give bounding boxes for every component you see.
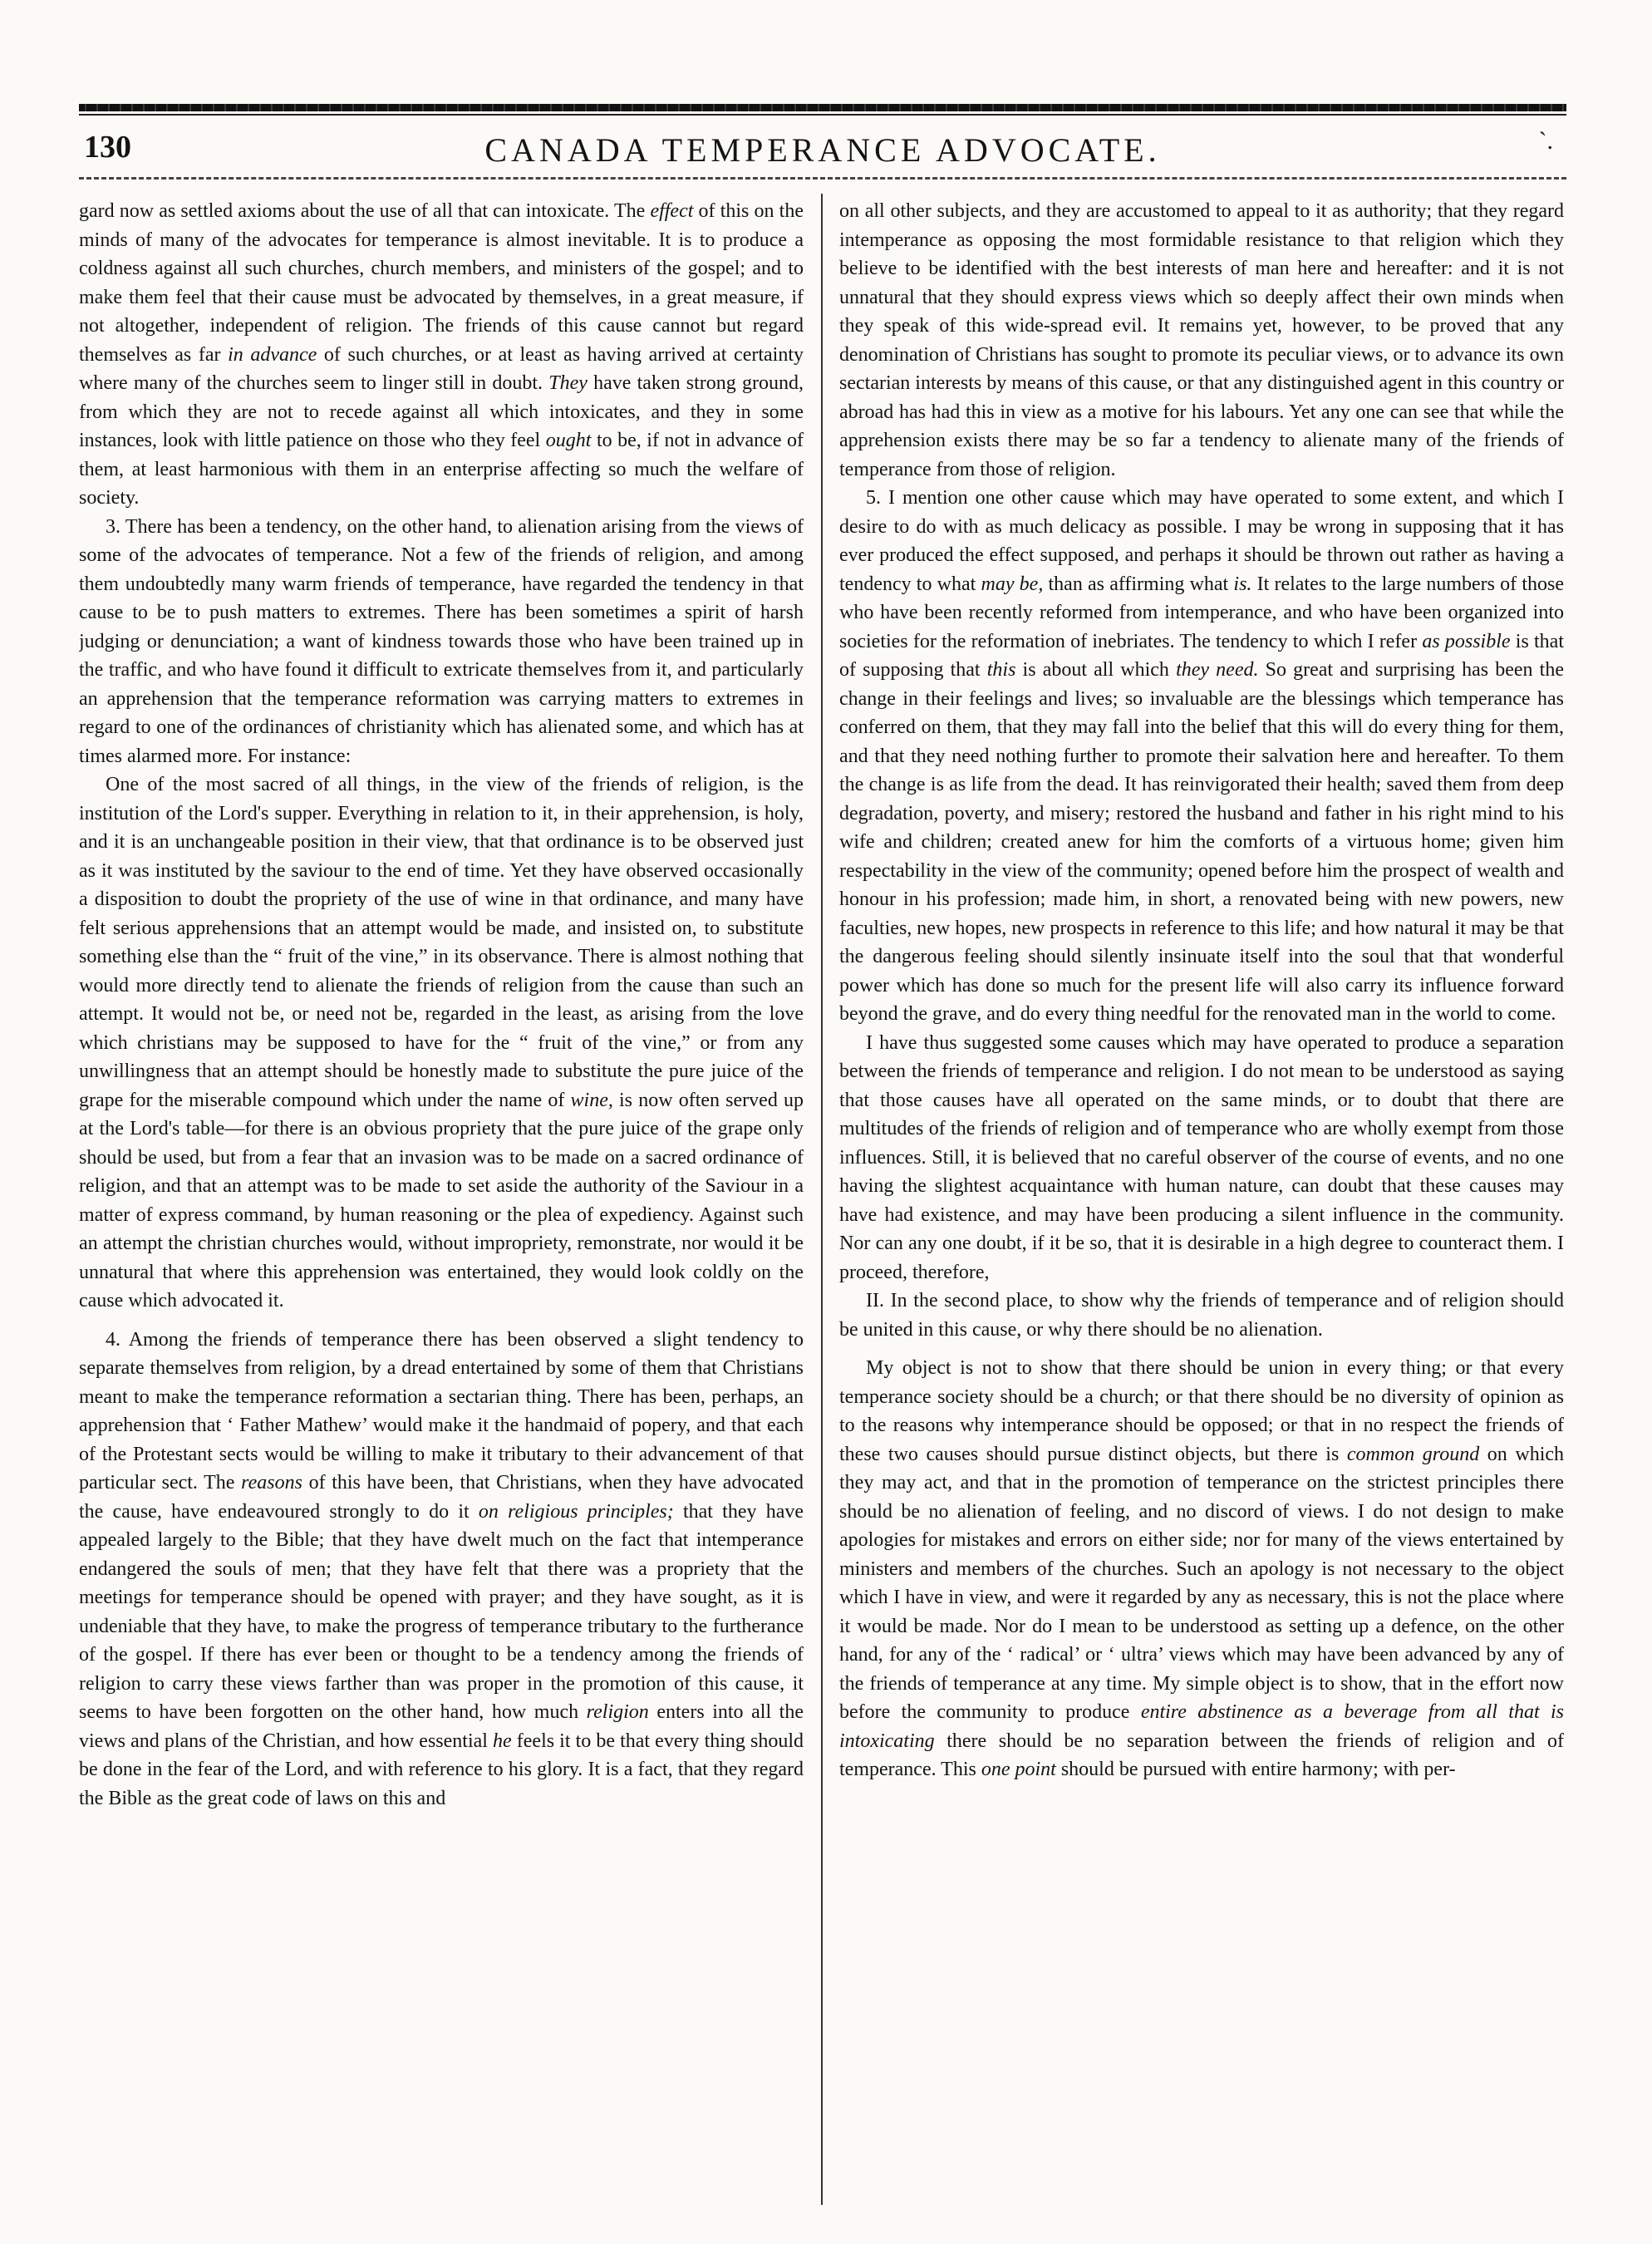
paragraph: 4. Among the friends of temperance there has been observed a slight tendency to separate themselves from religion, by a dread entertained by some of them that Christians meant to make the temperance reformation a sectarian thing. There has been, perhaps, an apprehension that ‘ Father Mathew’ would make it the handmaid of popery, and that each of the Protestant sects would be willing to make it tributary to their advancement of that particular sect. The reasons of this have been, that Christians, when they have advocated the cause, have endeavoured strongly to do it on religious principles; that they have appealed largely to the Bible; that they have dwelt much on the fact that intemperance endangered the souls of men; that they have felt that there was a propriety that the meetings for temperance should be opened with prayer; and they have sought, as it is undeniable that they have, to make the progress of temperance tributary to the furtherance of the gospel. If there has ever been or thought to be a tendency among the friends of religion to carry these views farther than was proper in the promotion of this cause, it seems to have been forgotten on the other hand, how much religion enters into all the views and plans of the Christian, and how essential he feels it to be that every thing should be done in the fear of the Lord, and with reference to his glory. It is a fact, that they regard the Bible as the great code of laws on this and bbox=[79, 1328, 804, 1809]
header-rule bbox=[79, 177, 1566, 180]
column-divider bbox=[821, 194, 823, 2205]
paragraph: 5. I mention one other cause which may have operated to some extent, and which I desire to do with as much delicacy as possible. I may be wrong in supposing that it has ever produced the effect supposed, and perhaps it should be thrown out rather as having a tendency to what may be, than as affirming what is. It relates to the large numbers of those who have been recently reformed from intemperance, and who have been organized into societies for the reformation of inebriates. The tendency to which I refer as possible is that of supposing that this is about all which they need. So great and surprising has been the change in their feelings and lives; so invaluable are the blessings which temperance has conferred on them, that they may fall into the belief that this will do every thing for them, and that they need nothing further to promote their salvation here and hereafter. To them the change is as life from the dead. It has reinvigorated their health; saved them from deep degradation, poverty, and misery; restored the husband and father in his right mind to his wife and children; created anew for him the comforts of a virtuous home; given him respectability in the view of the community; opened before him the prospect of wealth and honour in his profession; made him, in short, a renovated being with new powers, new faculties, new hopes, new prospects in reference to this life; and how natural it may be that the dangerous feeling should silently insinuate itself into the soul that that wonderful power which has done so much for the present life will also carry its influence forward beyond the grave, and do every thing needful for the renovated man in the world to come. bbox=[839, 487, 1564, 1025]
section-heading-paragraph: II. In the second place, to show why the friends of temperance and of religion should be united in this cause, or why there should be no alienation. bbox=[839, 1290, 1564, 1341]
paragraph: on all other subjects, and they are accustomed to appeal to it as authority; that they regard intemperance as opposing the most formidable resistance to that religion which they believe to be identified with the best interests of man here and hereafter: and it is not unnatural that they should express views which so deeply affect their own minds when they speak of this wide-spread evil. It remains yet, however, to be proved that any denomination of Christians has sought to promote its peculiar views, or to advance its own sectarian interests by means of this cause, or that any distinguished agent in this country or abroad has had this in view as a motive for his labours. Yet any one can see that while the apprehension exists there may be so far a tendency to alienate many of the friends of temperance from those of religion. bbox=[839, 200, 1564, 480]
running-header bbox=[79, 122, 1566, 172]
paragraph: 3. There has been a tendency, on the other hand, to alienation arising from the views of some of the advocates of temperance. Not a few of the friends of religion, and among them undoubtedly many warm friends of temperance, have regarded the tendency in that cause to be to push matters to extremes. There has been sometimes a spirit of harsh judging or denunciation; a want of kindness towards those who have been trained up in the traffic, and who have found it difficult to extricate themselves from it, and particularly an apprehension that the temperance reformation was carrying matters to extremes in regard to one of the ordinances of christianity which has alienated some, and which has at times alarmed more. For instance: bbox=[79, 515, 804, 767]
top-thin-rule bbox=[79, 114, 1566, 116]
page-number: 130 bbox=[84, 130, 131, 165]
left-column bbox=[79, 197, 804, 2200]
paragraph: My object is not to show that there should be union in every thing; or that every temperance society should be a church; or that there should be no diversity of opinion as to the reasons why intemperance should be opposed; or that in no respect the friends of these two causes should pursue distinct objects, but there is common ground on which they may act, and that in the promotion of temperance on the strictest principles there should be no alienation of feeling, and no discord of views. I do not design to make apologies for mistakes and errors on either side; nor for many of the views entertained by ministers and members of the churches. Such an apology is not necessary to the object which I have in view, and were it regarded by any as necessary, this is not the place where it would be made. Nor do I mean to be understood as setting up a defence, on the other hand, for any of the ‘ radical’ or ‘ ultra’ views which may have been advanced by any of the friends of temperance at any time. My simple object is to show, that in the effort now before the community to produce entire abstinence as a beverage from all that is intoxicating there should be no separation between the friends of religion and of temperance. This one point should be pursued with entire harmony; with per- bbox=[839, 1357, 1564, 1780]
newspaper-page bbox=[79, 104, 1566, 2207]
header-mark: `. bbox=[1538, 127, 1553, 155]
paragraph: One of the most sacred of all things, in the view of the friends of religion, is the institution of the Lord's supper. Everything in relation to it, in their apprehension, is holy, and it is an unchangeable position in their view, that that ordinance is to be observed just as it was instituted by the saviour to the end of time. Yet they have observed occasionally a disposition to doubt the propriety of the use of wine in that ordinance, and many have felt serious apprehensions that an attempt would be made, and insisted on, to substitute something else than the “ fruit of the vine,” in its observance. There is almost nothing that would more directly tend to alienate the friends of religion from the cause than such an attempt. It would not be, or need not be, regarded in the least, as arising from the love which christians may be supposed to have for the “ fruit of the vine,” or from any unwillingness that an attempt should be honestly made to substitute the pure juice of the grape for the miserable compound which under the name of wine, is now often served up at the Lord's table—for there is an obvious propriety that the pure juice of the grape only should be used, but from a fear that an invasion was to be made on a sacred ordinance of religion, and that an attempt was to be made to set aside the authority of the Saviour in a matter of express command, by human reasoning or the plea of expediency. Against such an attempt the christian churches would, without impropriety, remonstrate, nor would it be unnatural that where this apprehension was entertained, they would look coldly on the cause which advocated it. bbox=[79, 774, 804, 1311]
top-ornamental-rule bbox=[79, 104, 1566, 111]
paragraph: gard now as settled axioms about the use of all that can intoxicate. The effect of this on the minds of many of the advocates for temperance is almost inevitable. It is to produce a coldness against all such churches, church members, and ministers of the gospel; and to make them feel that their cause must be advocated by themselves, in a great measure, if not altogether, independent of religion. The friends of this cause cannot but regard themselves as far in advance of such churches, or at least as having arrived at certainty where many of the churches seem to linger still in doubt. They have taken strong ground, from which they are not to recede against all which intoxicates, and they in some instances, look with little patience on those who they feel ought to be, if not in advance of them, at least harmonious with them in an enterprise affecting so much the welfare of society. bbox=[79, 200, 804, 509]
right-column bbox=[839, 197, 1564, 2200]
paragraph: I have thus suggested some causes which may have operated to produce a separation between the friends of temperance and religion. I do not mean to be understood as saying that those causes have all operated on the same minds, or to doubt that there are multitudes of the friends of religion and of temperance who are wholly exempt from those influences. Still, it is believed that no careful observer of the course of events, and no one having the slightest acquaintance with human nature, can doubt that these causes may have had existence, and may have been producing a silent influence in the community. Nor can any one doubt, if it be so, that it is desirable in a high degree to counteract them. I proceed, therefore, bbox=[839, 1031, 1564, 1283]
publication-title: CANADA TEMPERANCE ADVOCATE. bbox=[484, 131, 1161, 169]
